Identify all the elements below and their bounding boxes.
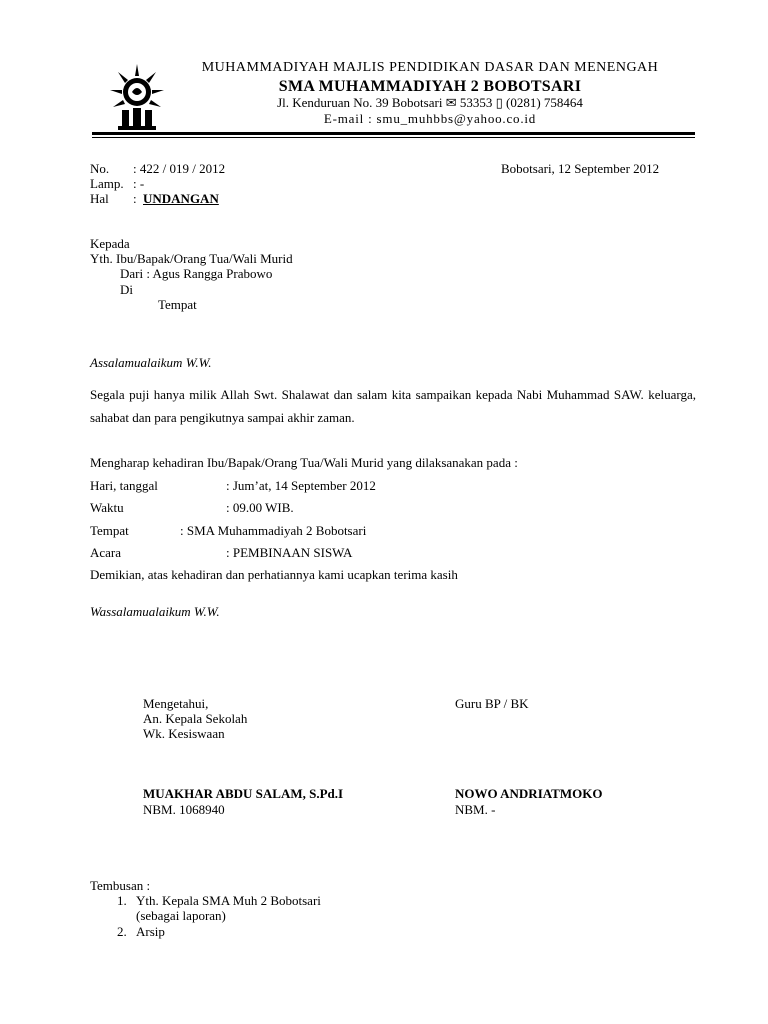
detail-label-date: Hari, tanggal: [90, 478, 158, 493]
farewell: Wassalamualaikum W.W.: [90, 604, 220, 619]
recipient-dari: Dari : Agus Rangga Prabowo: [120, 266, 273, 281]
letterhead-organization: MUHAMMADIYAH MAJLIS PENDIDIKAN DASAR DAN MENENGAH: [201, 60, 659, 75]
cc-item-1-note: (sebagai laporan): [136, 908, 226, 923]
hal-colon: :: [133, 191, 137, 206]
letterhead-email: E-mail : smu_muhbbs@yahoo.co.id: [323, 111, 537, 126]
recipient-kepada: Kepada: [90, 236, 130, 251]
sign-right-nbm: NBM. -: [455, 802, 496, 817]
detail-value-time: : 09.00 WIB.: [226, 500, 294, 515]
cc-label: Tembusan :: [90, 878, 151, 893]
detail-value-place: : SMA Muhammadiyah 2 Bobotsari: [180, 523, 367, 538]
cc-item-2-text: Arsip: [136, 924, 165, 939]
letterhead-school-name: SMA MUHAMMADIYAH 2 BOBOTSARI: [278, 78, 582, 95]
recipient-tempat: Tempat: [158, 297, 197, 312]
phone-icon: ▯: [495, 95, 503, 110]
sign-left-line3: Wk. Kesiswaan: [143, 726, 225, 741]
address-postal-code: 53353: [459, 95, 493, 110]
detail-label-time: Waktu: [90, 500, 124, 515]
greeting: Assalamualaikum W.W.: [90, 355, 212, 370]
sign-left-nbm: NBM. 1068940: [143, 802, 225, 817]
letterhead-address: [160, 95, 700, 111]
sign-left-line1: Mengetahui,: [143, 696, 209, 711]
address-phone: (0281) 758464: [506, 95, 583, 110]
address-street: Jl. Kenduruan No. 39 Bobotsari: [277, 95, 443, 110]
recipient-di: Di: [120, 282, 133, 297]
sign-right-line1: Guru BP / BK: [455, 696, 529, 711]
no-label: No.: [90, 161, 110, 176]
lamp-value: : -: [133, 176, 145, 191]
invitation-intro: Mengharap kehadiran Ibu/Bapak/Orang Tua/Wali Murid yang dilaksanakan pada :: [90, 455, 518, 470]
envelope-icon: ✉: [445, 95, 457, 110]
cc-item-1-number: 1.: [117, 893, 127, 908]
cc-item-2-number: 2.: [117, 924, 127, 939]
no-value: : 422 / 019 / 2012: [133, 161, 226, 176]
letterhead-rule-thick: [92, 132, 695, 135]
sign-left-line2: An. Kepala Sekolah: [143, 711, 248, 726]
school-logo: [108, 62, 166, 132]
letterhead-rule-thin: [92, 137, 695, 138]
cc-item-1-text: Yth. Kepala SMA Muh 2 Bobotsari: [136, 893, 321, 908]
hal-value: UNDANGAN: [143, 191, 219, 206]
sign-right-name: NOWO ANDRIATMOKO: [455, 786, 603, 801]
sign-left-name: MUAKHAR ABDU SALAM, S.Pd.I: [143, 786, 344, 801]
place-date: Bobotsari, 12 September 2012: [501, 161, 660, 176]
detail-label-place: Tempat: [90, 523, 129, 538]
closing-text: Demikian, atas kehadiran dan perhatiannya kami ucapkan terima kasih: [90, 567, 458, 582]
detail-value-date: : Jum’at, 14 September 2012: [226, 478, 376, 493]
detail-value-event: : PEMBINAAN SISWA: [226, 545, 353, 560]
recipient-yth: Yth. Ibu/Bapak/Orang Tua/Wali Murid: [90, 251, 293, 266]
detail-label-event: Acara: [90, 545, 122, 560]
hal-label: Hal: [90, 191, 109, 206]
lamp-label: Lamp.: [90, 176, 124, 191]
paragraph-opening: Segala puji hanya milik Allah Swt. Shalawat dan salam kita sampaikan kepada Nabi Muhammad SAW. keluarga, sahabat dan para pengikutnya sampai akhir zaman.: [90, 387, 696, 425]
